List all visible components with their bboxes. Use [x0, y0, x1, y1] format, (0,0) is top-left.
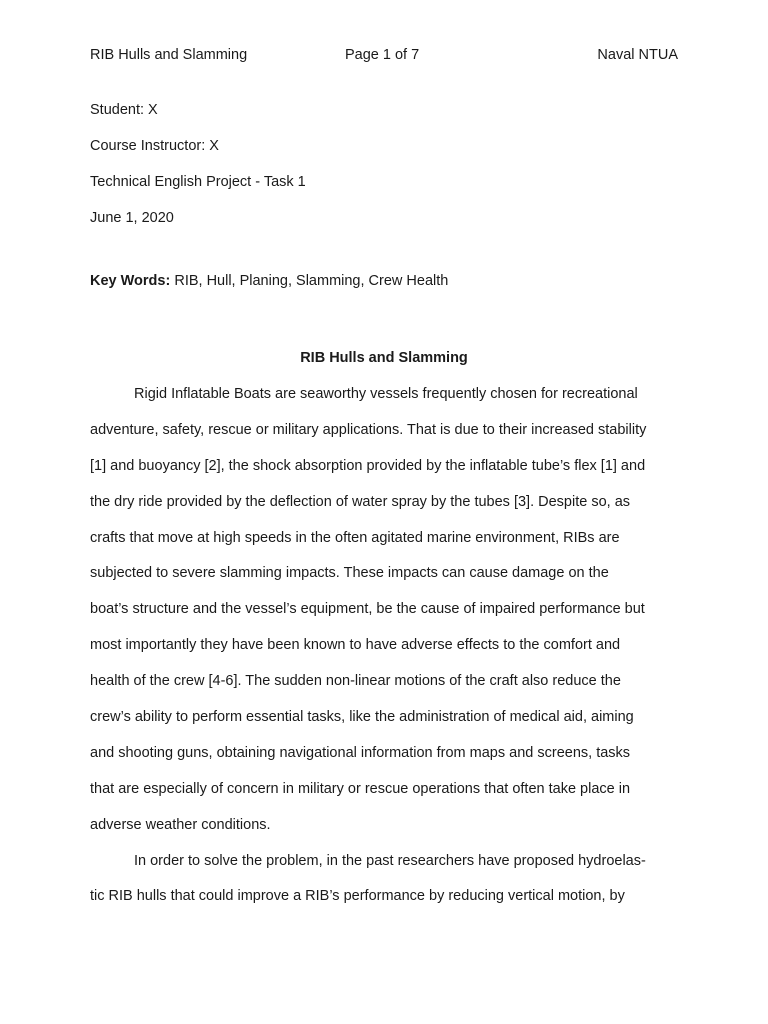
- paragraph-line: [1] and buoyancy [2], the shock absorption provided by the inflatable tube’s flex [1] and: [90, 457, 646, 474]
- paragraph-line: health of the crew [4-6]. The sudden non-linear motions of the craft also reduce the: [90, 673, 621, 690]
- running-header: [90, 45, 678, 65]
- paragraph-line: adverse weather conditions.: [90, 816, 271, 833]
- student-line: Student: X: [90, 102, 158, 118]
- paragraph-line: tic RIB hulls that could improve a RIB’s performance by reducing vertical motion, by: [90, 888, 625, 905]
- paragraph-line: subjected to severe slamming impacts. These impacts can cause damage on the: [90, 565, 609, 582]
- paragraph-line: and shooting guns, obtaining navigational information from maps and screens, tasks: [90, 744, 631, 761]
- paragraph-line: In order to solve the problem, in the past researchers have proposed hydroelas-: [134, 852, 646, 869]
- instructor-line: Course Instructor: X: [90, 138, 219, 154]
- paragraph-line: the dry ride provided by the deflection of water spray by the tubes [3]. Despite so, as: [90, 493, 631, 510]
- paragraph-line: adventure, safety, rescue or military applications. That is due to their increased stability: [90, 421, 647, 438]
- section-title: RIB Hulls and Slamming: [300, 350, 468, 366]
- date-line: June 1, 2020: [90, 210, 174, 226]
- paragraph-line: crew’s ability to perform essential tasks, like the administration of medical aid, aiming: [90, 709, 634, 726]
- paragraph-line: most importantly they have been known to have adverse effects to the comfort and: [90, 637, 621, 654]
- paragraph-line: boat’s structure and the vessel’s equipment, be the cause of impaired performance but: [90, 601, 645, 618]
- project-line: Technical English Project - Task 1: [90, 174, 306, 190]
- keywords: [90, 271, 448, 291]
- body-text: [90, 377, 680, 915]
- keywords-value: RIB, Hull, Planing, Slamming, Crew Health: [170, 273, 449, 289]
- header-title: RIB Hulls and Slamming: [90, 47, 248, 63]
- header-institution: Naval NTUA: [597, 47, 678, 63]
- keywords-label: Key Words:: [90, 273, 171, 289]
- paragraph-line: crafts that move at high speeds in the often agitated marine environment, RIBs are: [90, 529, 620, 546]
- page-number: Page 1 of 7: [345, 47, 420, 63]
- paragraph-line: Rigid Inflatable Boats are seaworthy vessels frequently chosen for recreational: [134, 386, 638, 402]
- document-meta: [90, 92, 306, 236]
- paragraph-line: that are especially of concern in military or rescue operations that often take place in: [90, 780, 631, 797]
